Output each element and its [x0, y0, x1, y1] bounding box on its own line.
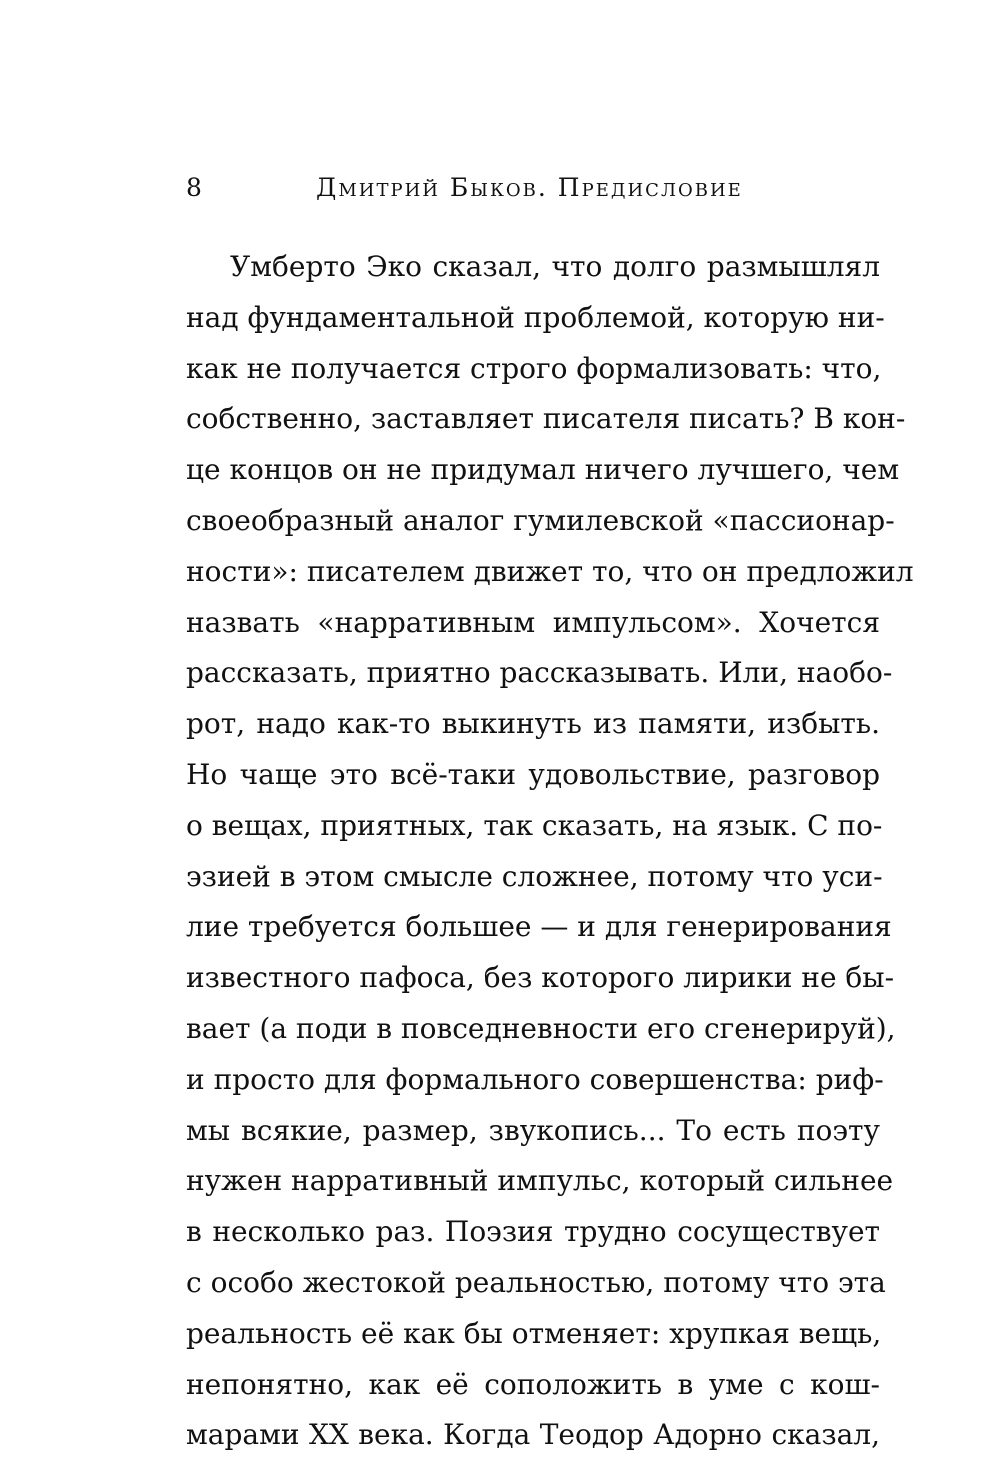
- text-line: собственно, заставляет писателя писать? В кон-: [186, 402, 906, 436]
- text-line: в несколько раз. Поэзия трудно сосуществует: [186, 1215, 880, 1249]
- text-line: непонятно, как её соположить в уме с кош-: [186, 1367, 880, 1401]
- text-line: своеобразный аналог гумилевской «пассионар-: [186, 503, 895, 537]
- text-line: нужен нарративный импульс, который сильнее: [186, 1164, 894, 1198]
- text-line: рассказать, приятно рассказывать. Или, наобо-: [186, 656, 893, 690]
- page-header: [186, 170, 886, 206]
- text-line: ности»: писателем движет то, что он предложил: [186, 554, 914, 588]
- text-line: над фундаментальной проблемой, которую ни-: [186, 300, 885, 334]
- text-line: Но чаще это всё-таки удовольствие, разговор: [186, 757, 880, 791]
- text-line: рот, надо как-то выкинуть из памяти, избыть.: [186, 707, 880, 741]
- text-line: известного пафоса, без которого лирики не бы-: [186, 961, 895, 995]
- text-line: и просто для формального совершенства: риф-: [186, 1062, 884, 1096]
- running-title: Дмитрий Быков. Предисловие: [316, 173, 743, 202]
- text-line: назвать «нарративным импульсом». Хочется: [186, 605, 880, 639]
- body-paragraph: [186, 242, 914, 1461]
- text-line: це концов он не придумал ничего лучшего, чем: [186, 453, 900, 487]
- text-line: как не получается строго формализовать: что,: [186, 351, 882, 385]
- text-line: о вещах, приятных, так сказать, на язык. С по-: [186, 808, 883, 842]
- text-line: реальность её как бы отменяет: хрупкая вещь,: [186, 1316, 882, 1350]
- text-line: вает (а поди в повседневности его сгенерируй),: [186, 1011, 896, 1045]
- text-line: с особо жестокой реальностью, потому что эта: [186, 1265, 886, 1299]
- page-number: 8: [186, 173, 202, 202]
- text-line: лие требуется большее — и для генерирования: [186, 910, 892, 944]
- text-line: марами XX века. Когда Теодор Адорно сказал,: [186, 1418, 880, 1452]
- text-line: эзией в этом смысле сложнее, потому что уси-: [186, 859, 883, 893]
- text-line: Умберто Эко сказал, что долго размышлял: [230, 250, 880, 283]
- text-line: мы всякие, размер, звукопись... То есть поэту: [186, 1113, 880, 1147]
